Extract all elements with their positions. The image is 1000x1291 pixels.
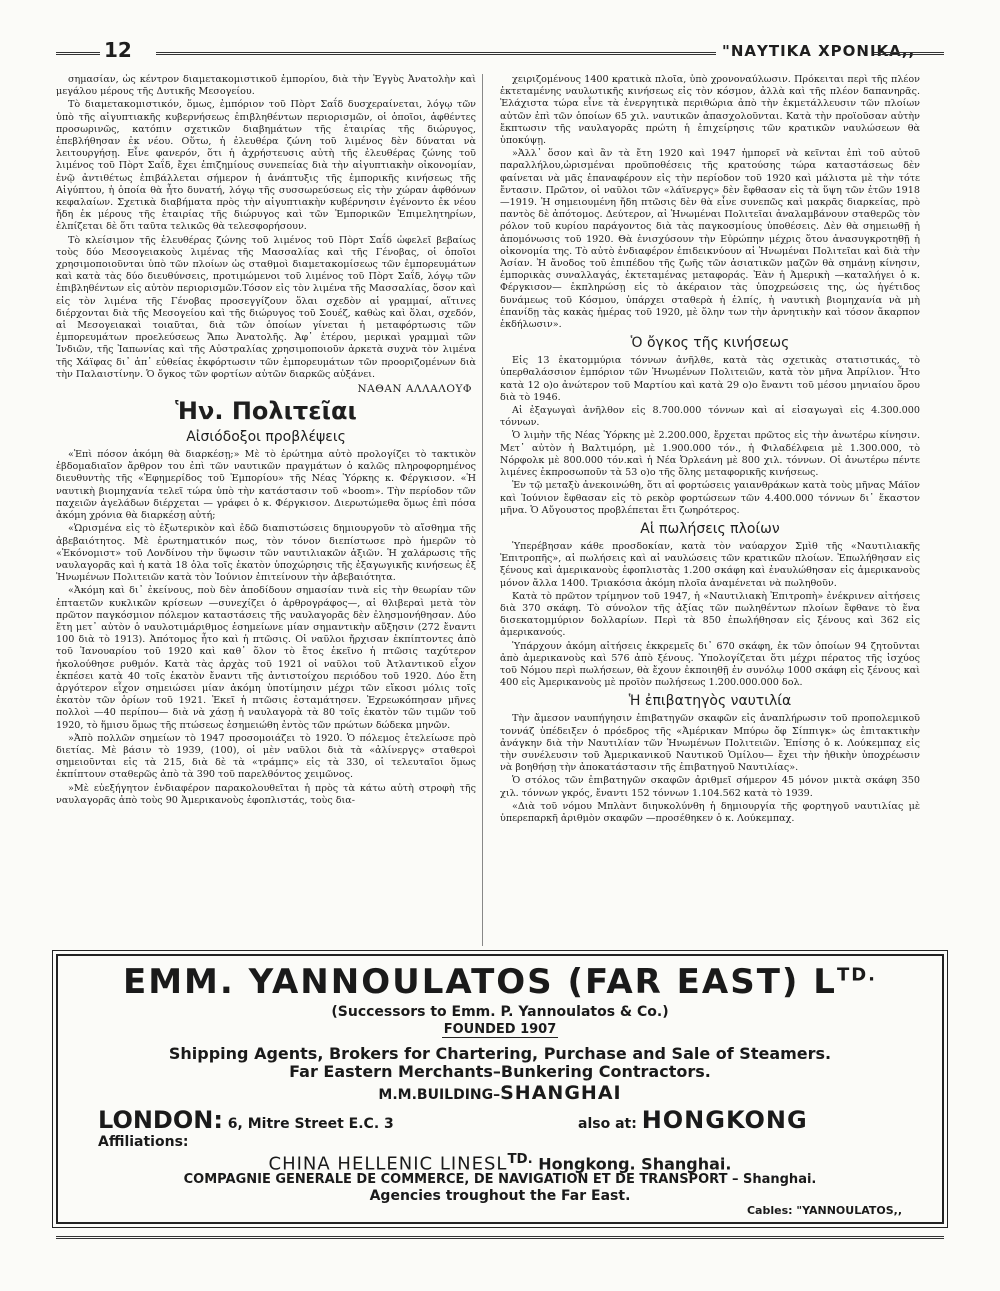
paragraph: Ὑπάρχουν ἀκόμη αἰτήσεις ἐκκρεμεῖς δι᾽ 670 σκάφη, ἐκ τῶν ὁποίων 94 ζητοῦνται ἀπὸ ἀμερικανοὺς καὶ 576 ἀπὸ ξένους. Ὑπολογίζεται ὅτι μέχρι πέρατος τῆς ἰσχύος τοῦ Νόμου περὶ πωλήσεων, θὰ ἔχουν ἐκποιηθῇ ἐν συνόλῳ 1000 σκάφη εἰς ξένους καὶ 400 εἰς Ἀμερικανοὺς μὲ προϊὸν πωλήσεως 1.200.000.000 δολ. — [500, 640, 920, 689]
paragraph: Εἰς 13 ἑκατομμύρια τόννων ἀνῆλθε, κατὰ τὰς σχετικὰς στατιστικάς, τὸ ὑπερθαλάσσιον ἐμπόριον τῶν Ἡνωμένων Πολιτειῶν, κατὰ τὸν μῆνα Ἀπρίλιον. Ἦτο κατὰ 12 ο)ο ἀνώτερον τοῦ Μαρτίου καὶ κατὰ 29 ο)ο ἔναντι τοῦ μέσου μηνιαίου ὅρου διὰ τὸ 1946. — [500, 355, 920, 403]
publication-name: "ΝΑΥΤΙΚΑ ΧΡΟΝΙΚΑ,, — [722, 42, 916, 60]
paragraph: Ἐν τῷ μεταξὺ ἀνεκοινώθη, ὅτι αἱ φορτώσεις γαιανθράκων κατὰ τοὺς μῆνας Μάϊον καὶ Ἰούνιον ἔφθασαν εἰς τὸ ρεκὸρ φορτώσεων τῶν 4.400.000 τόννων δι᾽ ἕκαστον μῆνα. Ὁ Αὔγουστος προβλέπεται ἔτι ζωηρότερος. — [500, 480, 920, 516]
ad-compagnie: COMPAGNIE GENERALE DE COMMERCE, DE NAVIGATION ET DE TRANSPORT – Shanghai. — [183, 1172, 817, 1187]
paragraph: Τὸ διαμετακομιστικόν, ὅμως, ἐμπόριον τοῦ Πὸρτ Σαΐδ δυσχεραίνεται, λόγῳ τῶν ὑπὸ τῆς αἰγυπτιακῆς κυβερνήσεως ἐπιβληθέντων περιορισμῶν, οἱ ὁποῖοι, ἀφθέντες προσωρινῶς, κατόπιν σχετικῶν διαβημάτων τῆς ἑταιρίας τῆς διώρυγος, ἐπεβλήθησαν ἐκ νέου. Οὕτω, ἡ ἐλευθέρα ζώνη τοῦ λιμένος δὲν δύναται νὰ λειτουργήσῃ. Εἶνε φανερόν, ὅτι ἡ ἀχρήστευσις αὐτὴ τῆς ἐλευθέρας ζώνης τοῦ λιμένος τοῦ Πὸρτ Σαΐδ, ἔχει ἐπιζημίους συνεπείας διὰ τὴν αἰγυπτιακὴν οἰκονομίαν, ἐνῷ ἀντιθέτως ἐπιβάλλεται σήμερον ἡ ἀνάπτυξις τῆς ἐμπορικῆς κινήσεως τῆς Αἰγύπτου, ἡ ὁποία θὰ ἦτο δυνατή, λόγῳ τῆς συσσωρεύσεως εἰς τὴν χώραν ἀφθόνων κεφαλαίων. Σχετικὰ διαβήματα πρὸς τὴν αἰγυπτιακὴν κυβέρνησιν ἐγένοντο ἐκ νέου ἤδη ἐκ μέρους τῆς ἑταιρίας τῆς διώρυγος καὶ τῶν Ἐμπορικῶν Ἐπιμελητηρίων, ἐλπίζεται δὲ ὅτι ταῦτα τελικῶς θὰ τελεσφορήσουν. — [56, 99, 476, 233]
paragraph: »Ἀπὸ πολλῶν σημείων τὸ 1947 προσομοιάζει τὸ 1920. Ὁ πόλεμος ἐτελείωσε πρὸ διετίας. Μὲ βάσιν τὸ 1939, (100), οἱ μὲν ναῦλοι διὰ τὰ «ἀλίνεργς» σταθεροὶ σημειοῦνται εἰς τὰ 215, διὰ δὲ τὰ «τράμπς» εἰς τὰ 330, οἱ τελευταῖοι ὅμως ἐκπίπτουν σταθερῶς ἀπὸ τὰ 390 τοῦ παρελθόντος χειμῶνος. — [56, 732, 476, 781]
ad-affiliations: Affiliations: — [98, 1134, 189, 1150]
ad-building-label: M.M.BUILDING– — [378, 1087, 501, 1103]
left-column — [56, 74, 476, 946]
ad-london — [98, 1106, 394, 1134]
paragraph: σημασίαν, ὡς κέντρον διαμετακομιστικοῦ ἐμπορίου, διὰ τὴν Ἐγγὺς Ἀνατολὴν καὶ μεγάλου μέρους τῆς Δυτικῆς Μεσογείου. — [56, 74, 476, 98]
paragraph: χειριζομένους 1400 κρατικὰ πλοῖα, ὑπὸ χρονοναύλωσιν. Πρόκειται περὶ τῆς πλέον ἐκτεταμένης ναυλωτικῆς κινήσεως εἰς τὸν κόσμον, ἀλλὰ καὶ τῆς πλέον δαπανηρᾶς. Ἐλάχιστα τώρα εἶνε τὰ ἐνεργητικὰ περιθώρια ἀπὸ τὴν ἐκμετάλλευσιν τῶν πλοίων αὐτῶν ἐπὶ τῶν ὁποίων 65 χιλ. ναυτικῶν ἀπασχολοῦνται. Κατὰ τὴν προϊοῦσαν αὐτὴν ἔκπτωσιν τῆς ναυλαγορᾶς πρώτη ἡ ἐπιχείρησις τῶν κρατικῶν ναυλώσεων θὰ ὑποκύψῃ. — [500, 74, 920, 147]
paragraph: Τὸ κλείσιμον τῆς ἐλευθέρας ζώνης τοῦ λιμένος τοῦ Πὸρτ Σαΐδ ὠφελεῖ βεβαίως τοὺς δύο Μεσογειακοὺς λιμένας τῆς Μασσαλίας καὶ τῆς Γένοβας, οἱ ὁποῖοι χρησιμοποιοῦνται ὑπὸ τῶν πλοίων ὡς σταθμοὶ διαμετακομίσεως τῶν ἐμπορευμάτων καὶ κατὰ τὰς δύο διευθύνσεις, προτιμώμενοι τοῦ λιμένος τοῦ Πὸρτ Σαΐδ, λόγῳ τῶν ἐπιβληθέντων εἰς αὐτὸν περιορισμῶν.Τόσον εἰς τὸν λιμένα τῆς Μασσαλίας, ὅσον καὶ εἰς τὸν λιμένα τῆς Γένοβας προσεγγίζουν ὅλαι σχεδὸν αἱ γραμμαί, αἵτινες διέρχονται διὰ τῆς Μεσογείου καὶ τῆς διώρυγος τοῦ Σουέζ, καθὼς καὶ ὅλαι, σχεδόν, αἱ Μεσογειακαὶ τοιαῦται, διὰ τῶν ὁποίων γίνεται ἡ μεταφόρτωσις τῶν ἐμπορευμάτων προελεύσεως Ἄπω Ἀνατολῆς. Ἀφ᾽ ἑτέρου, μερικαὶ γραμμαὶ τῶν Ἰνδιῶν, τῆς Ἰαπωνίας καὶ τῆς Αὐστραλίας χρησιμοποιοῦν ἀρκετὰ συχνὰ τὸν λιμένα τῆς Χάϊφας δι᾽ ἀπ᾽ εὐθείας ἐκφόρτωσιν τῶν ἐμπορευμάτων τῶν προοριζομένων διὰ τὴν Παλαιστίνην. Ὁ ὄγκος τῶν φορτίων αὐτῶν διαρκῶς αὐξάνει. — [56, 234, 476, 380]
ad-chl-name: CHINA HELLENIC LINESL — [268, 1153, 508, 1175]
section-heading: Ἡ ἐπιβατηγὸς ναυτιλία — [628, 693, 792, 710]
paragraph: «Διὰ τοῦ νόμου Μπλὰντ διηυκολύνθη ἡ δημιουργία τῆς φορτηγοῦ ναυτιλίας μὲ ὑπερεπαρκῆ ἀριθμὸν σκαφῶν —προσέθηκεν ὁ κ. Λούκεμπαχ. — [500, 800, 920, 824]
ad-founded-text: FOUNDED 1907 — [443, 1022, 557, 1037]
paragraph: Ὁ στόλος τῶν ἐπιβατηγῶν σκαφῶν ἀριθμεῖ σήμερον 45 μόνον μικτὰ σκάφη 350 χιλ. τόννων γκρός, ἔναντι 152 τόννων 1.104.562 κατὰ τὸ 1939. — [500, 775, 920, 799]
section-heading: Ὁ ὄγκος τῆς κινήσεως — [630, 335, 790, 352]
ad-cables: Cables: "YANNOULATOS,, — [746, 1204, 902, 1217]
ad-founded — [58, 1022, 942, 1037]
ad-firm-suffix: TD. — [836, 964, 878, 986]
right-column — [500, 74, 920, 946]
paragraph: Ὁ λιμὴν τῆς Νέας Ὑόρκης μὲ 2.200.000, ἔρχεται πρῶτος εἰς τὴν ἀνωτέρω κίνησιν. Μετ᾽ αὐτὸν ἡ Βαλτιμόρη, μὲ 1.900.000 τόν., ἡ Φιλαδέλφεια μὲ 1.300.000, τὸ Νόρφολκ μὲ 800.000 τόν.καὶ ἡ Νέα Ὀρλεάνη μὲ 800 χιλ. τόννων. Οἱ ἀνωτέρω πέντε λιμένες ἐκπροσωποῦν τὰ 53 ο)ο τῆς ὅλης μεταφορικῆς κινήσεως. — [500, 430, 920, 479]
paragraph: »Μὲ εὐεξήγητον ἐνδιαφέρον παρακολουθεῖται ἡ πρὸς τὰ κάτω αὐτὴ στροφὴ τῆς ναυλαγορᾶς ἀπὸ τοὺς 90 Ἀμερικανοὺς ἐφοπλιστάς, τοὺς δια- — [56, 782, 476, 806]
ad-chl-suffix: TD. — [507, 1152, 533, 1167]
header-rule — [874, 52, 944, 55]
ad-chl — [58, 1152, 942, 1174]
page-number: 12 — [104, 38, 132, 62]
paragraph: «Ἀκόμη καὶ δι᾽ ἐκείνους, ποὺ δὲν ἀποδίδουν σημασίαν τινὰ εἰς τὴν θεωρίαν τῶν ἑπταετῶν κυκλικῶν κρίσεων —συνεχίζει ὁ ἀρθρογράφος—, αἱ θλιβεραὶ μετὰ τὸν πρῶτον παγκόσμιον πόλεμον καταστάσεις τῆς ναυλαγορᾶς δὲν ἐλησμονήθησαν. Δύο ἔτη μετ᾽ αὐτὸν ὁ ναυλοτιμάριθμος ἐσημείωνε μίαν σημαντικὴν αὔξησιν (272 ἔναντι 100 διὰ τὸ 1913). Ἀπότομος ἦτο καὶ ἡ πτῶσις. Οἱ ναῦλοι ἤρχισαν ἐκπίπτοντες ἀπὸ τοῦ Ἰανουαρίου τοῦ 1920 καὶ καθ᾽ ὅλον τὸ ἔτος ἐκεῖνο ἡ πτῶσις ταχύτερον ἠκολούθησε ρυθμόν. Κατὰ τὰς ἀρχὰς τοῦ 1921 οἱ ναῦλοι τοῦ Ἀτλαντικοῦ εἶχον ἐκπέσει κατὰ 40 τοῖς ἑκατὸν ἔναντι τῆς ἀντιστοίχου περιόδου τοῦ 1920. Δύο ἔτη ἀργότερον εἶχον σημειώσει μίαν ἀκόμη ὑποτίμησιν μέχρι τῶν εἴκοσι μόλις τοῖς ἑκατὸν τῶν ὁρίων τοῦ 1921. Ἐκεῖ ἡ πτῶσις ἐσταμάτησεν. Ἐχρεωκόπησαν μῆνες πολλοὶ —40 περίπου— διὰ νὰ χάσῃ ἡ ναυλαγορὰ τὰ 80 τοῖς ἑκατὸν τῶν τιμῶν τοῦ 1920, τὸ ἥμισυ ὅμως τῆς πτώσεως ἐσημειώθη ἐντὸς τῶν πρώτων δώδεκα μηνῶν. — [56, 585, 476, 731]
paragraph: «Ὡρισμένα εἰς τὸ ἐξωτερικὸν καὶ ἐδῶ διαπιστώσεις δημιουργοῦν τὸ αἴσθημα τῆς ἀβεβαιότητος. Μὲ ἐρωτηματικόν πως, τὸν τόνον διεπίστωσε πρὸ ἡμερῶν τὸ «Ἐκόνομιστ» τοῦ Λονδίνου τὴν ὕψωσιν τῶν ναυτιλιακῶν ἀξιῶν. Ἡ χαλάρωσις τῆς ναυλαγορᾶς καὶ ἡ κατὰ 18 ὀλα τοῖς ἑκατὸν ὑποχώρησις τῆς ἐξαγωγικῆς κινήσεως ἐξ Ἡνωμένων Πολιτειῶν κατὰ τὸν Ἰούνιον ἐπιτείνουν τὴν ἀβεβαιότητα. — [56, 523, 476, 584]
ad-agencies: Agencies troughout the Far East. — [369, 1188, 631, 1204]
page-header — [56, 38, 944, 64]
paragraph: Κατὰ τὸ πρῶτον τρίμηνον τοῦ 1947, ἡ «Ναυτιλιακὴ Ἐπιτροπὴ» ἐνέκρινεν αἰτήσεις διὰ 370 σκάφη. Τὸ σύνολον τῆς ἀξίας τῶν πωληθέντων πλοίων ἔφθανε τὸ ἕνα δισεκατομμύριον δολλαρίων. Περὶ τὰ 850 ἐπωλήθησαν εἰς ξένους καὶ 362 εἰς ἀμερικανούς. — [500, 590, 920, 639]
ad-firm-name — [58, 962, 942, 1002]
ad-also-city: HONGKONG — [641, 1106, 808, 1134]
section-heading: Αἱ πωλήσεις πλοίων — [640, 520, 780, 537]
ad-services-2: Far Eastern Merchants–Bunkering Contractors. — [289, 1062, 711, 1081]
paragraph: Αἱ ἐξαγωγαὶ ἀνῆλθον εἰς 8.700.000 τόννων καὶ αἱ εἰσαγωγαὶ εἰς 4.300.000 τόννων. — [500, 405, 920, 429]
advertisement — [56, 954, 944, 1224]
header-rule — [56, 52, 100, 55]
author-signature: ΝΑΘΑΝ ΑΛΛΑΛΟΥΦ — [357, 383, 472, 396]
paragraph: «Ἐπὶ πόσον ἀκόμη θὰ διαρκέσῃ;» Μὲ τὸ ἐρώτημα αὐτὸ προλογίζει τὸ τακτικὸν ἑβδομαδιαῖον ἄρθρον του ἐπὶ τῶν ναυτικῶν πραγμάτων ὁ καλῶς πληροφορημένος διευθυντὴς τῆς «Ἐφημερίδος τοῦ Ἐμπορίου» τῆς Νέας Ὑόρκης κ. Φέργκισον. «Ἡ ναυτικὴ βιομηχανία τελεῖ τώρα ὑπὸ τὴν κατάστασιν τοῦ «boom». Τὴν περίοδον τῶν παχειῶν ἀγελάδων διέρχεται — γράφει ὁ κ. Φέργκισον. Διερωτώμεθα ὅμως ἐπὶ πόσα ἀκόμη χρόνια θὰ διαρκέσῃ αὐτή; — [56, 449, 476, 522]
ad-city: SHANGHAI — [500, 1082, 622, 1104]
header-rule — [156, 52, 716, 55]
article-subtitle: Αἰσιόδοξοι προβλέψεις — [186, 429, 346, 446]
article-title: Ἡν. Πολιτεῖαι — [175, 397, 357, 426]
ad-chl-cities: Hongkong. Shanghai. — [532, 1154, 732, 1174]
footer-rule — [56, 1236, 944, 1239]
ad-firm-text: EMM. YANNOULATOS (FAR EAST) L — [122, 962, 837, 1002]
paragraph: Ὑπερέβησαν κάθε προσδοκίαν, κατὰ τὸν ναύαρχον Σμὶθ τῆς «Ναυτιλιακῆς Ἐπιτροπῆς», αἱ πωλήσεις καὶ αἱ ναυλώσεις τῶν κρατικῶν πλοίων. Ἐπωλήθησαν εἰς ξένους καὶ ἀμερικανοὺς ἐφοπλιστὰς 1.200 σκάφη καὶ ἐναυλώθησαν εἰς ἀμερικανοὺς μόνον ἄλλα 1400. Τριακόσια ἀκόμη πλοῖα ἀναμένεται νὰ πωληθοῦν. — [500, 540, 920, 589]
ad-services: Shipping Agents, Brokers for Chartering, Purchase and Sale of Steamers. — [168, 1044, 832, 1063]
ad-also — [578, 1106, 808, 1134]
ad-london-label: LONDON: — [98, 1106, 223, 1134]
column-divider — [482, 74, 483, 946]
ad-building — [58, 1082, 942, 1104]
ad-successors: (Successors to Emm. P. Yannoulatos & Co.) — [331, 1004, 669, 1020]
paragraph: »Ἀλλ᾽ ὅσον καὶ ἂν τὰ ἔτη 1920 καὶ 1947 ἠμπορεῖ νὰ κεῖνται ἐπὶ τοῦ αὐτοῦ παραλλήλου,ὡρισμέναι προϋποθέσεις τῆς κρατούσης τώρα καταστάσεως δὲν φαίνεται νὰ μᾶς ἐπαναφέρουν εἰς τὴν περίοδον τοῦ 1920 καὶ μάλιστα μὲ τὴν τότε ἔντασιν. Πρῶτον, οἱ ναῦλοι τῶν «λάϊνεργς» δὲν ἔφθασαν εἰς τὰ ὕψη τῶν ἐτῶν 1918—1919. Ἡ σημειουμένη ἤδη πτῶσις δὲν θὰ εἶνε συνεπῶς καὶ μακρᾶς διαρκείας, πρὸ παντὸς δὲ ἀπότομος. Δεύτερον, αἱ Ἡνωμέναι Πολιτεῖαι ἀναλαμβάνουν σταθερῶς τὸν ρόλον τοῦ κυρίου παράγοντος διὰ τὰς παγκοσμίους ὑποθέσεις. Δὲν θὰ σημειωθῇ ἡ ἀπομόνωσις τοῦ 1920. Θὰ ἐνισχύσουν τὴν Εὐρώπην μέχρις ὅτου ἀνασυγκροτηθῇ ἡ οἰκονομία της. Τὸ αὐτὸ ἐνδιαφέρον ἐπιδεικνύουν αἱ Ἡνωμέναι Πολιτεῖαι καὶ διὰ τὴν Ἀσίαν. Ἡ ἄνοδος τοῦ ἐπιπέδου τῆς ζωῆς τῶν ἀσιατικῶν μαζῶν θὰ σημάνῃ κίνησιν, ἐμπορικὰς συναλλαγάς, ἐκτεταμένας μεταφοράς. Ἐὰν ἡ Ἀμερικὴ —καταλήγει ὁ κ. Φέργκισον— ἐκπληρώσῃ εἰς τὸ ἀκέραιον τὰς ὑποχρεώσεις της, ὡς ἡγέτιδος δυνάμεως τοῦ Κόσμου, ὑπάρχει σταθερὰ ἡ ἐλπίς, ἡ ναυτικὴ βιομηχανία νὰ μὴ ἐπανίδῃ τὰς κακὰς ἡμέρας τοῦ 1920, μὲ ὅλην των τὴν ἀρνητικὴν καὶ τόσον ἄκαρπον ἐκδήλωσιν». — [500, 148, 920, 331]
paragraph: Τὴν ἄμεσον ναυπήγησιν ἐπιβατηγῶν σκαφῶν εἰς ἀναπλήρωσιν τοῦ προπολεμικοῦ τοννάζ ὑπέδειξεν ὁ πρόεδρος τῆς «Ἀμέρικαν Μπύρω ὄφ Σίππιγκ» ὡς ἐπιτακτικὴν ἀνάγκην διὰ τὴν Ναυτιλίαν τῶν Ἡνωμένων Πολιτειῶν. Ἐπίσης ὁ κ. Λούκεμπαχ εἰς τὴν συνέλευσιν τοῦ Ἀμερικανικοῦ Ναυτικοῦ Ὁμίλου— ἔχει τὴν ἠθικὴν ὑποχρέωσιν νὰ βοηθήσῃ τὴν ἀποκατάστασιν τῆς ἐπιβατηγοῦ Ναυτιλίας». — [500, 713, 920, 774]
ad-also-label: also at: — [578, 1116, 642, 1132]
ad-london-address: 6, Mitre Street E.C. 3 — [222, 1116, 394, 1132]
